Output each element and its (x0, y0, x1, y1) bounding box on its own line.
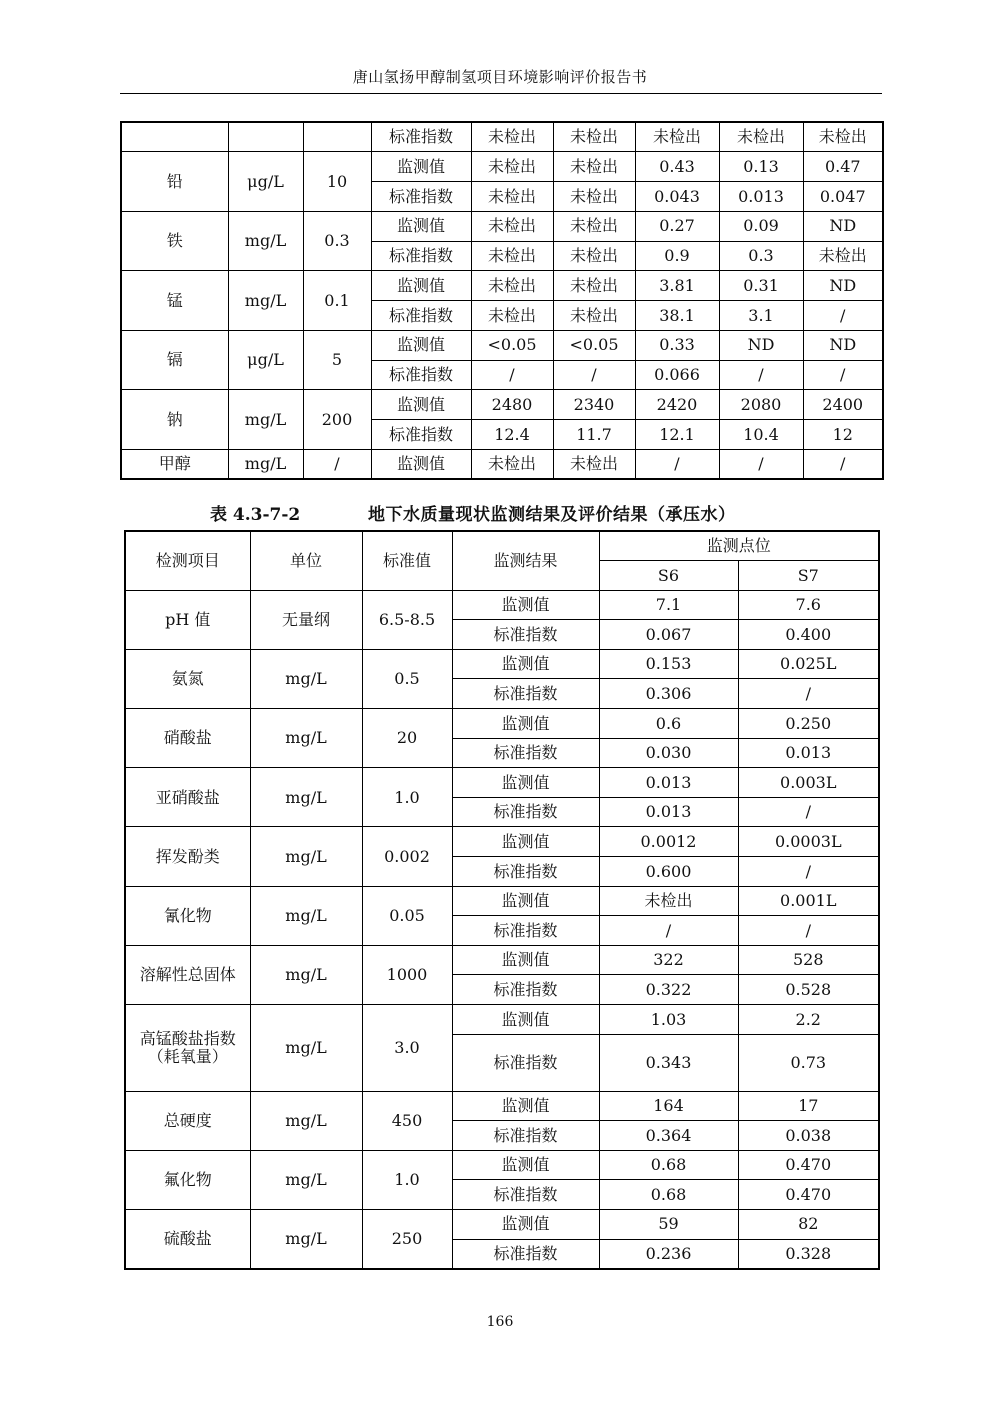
item-unit: mg/L (250, 1150, 362, 1209)
header-s7: S7 (738, 561, 879, 591)
table-cell: 标准指数 (452, 797, 599, 827)
item-name-text: pH 值 (165, 609, 211, 629)
table-cell: / (719, 449, 803, 479)
item-name (125, 768, 250, 827)
table-cell: 未检出 (553, 301, 635, 331)
table-number: 表 4.3-7-2 (210, 505, 301, 525)
table-cell: 0.322 (599, 975, 738, 1005)
table-cell: 未检出 (635, 122, 719, 152)
table-cell: 0.400 (738, 620, 879, 650)
table-cell: 12.1 (635, 420, 719, 450)
table-cell: / (635, 449, 719, 479)
table-cell: 未检出 (599, 886, 738, 916)
item-unit: mg/L (250, 1005, 362, 1092)
table-cell: 7.1 (599, 590, 738, 620)
item-name-subtext: （耗氧量） (147, 1046, 228, 1066)
table-row (125, 709, 879, 739)
table-cell: 监测值 (371, 211, 471, 241)
table2-header (125, 531, 879, 590)
item-name (125, 945, 250, 1004)
table-cell: / (803, 449, 883, 479)
table-cell: / (738, 797, 879, 827)
table-cell: 11.7 (553, 420, 635, 450)
table-cell: 0.470 (738, 1150, 879, 1180)
item-unit: mg/L (250, 768, 362, 827)
table-cell: 未检出 (719, 122, 803, 152)
table-cell: 0.030 (599, 738, 738, 768)
table-cell: / (599, 916, 738, 946)
item-name: 锰 (121, 271, 228, 331)
table-row (121, 122, 883, 152)
table-cell: 未检出 (471, 152, 553, 182)
table-caption (120, 498, 882, 524)
header-unit: 单位 (250, 531, 362, 590)
item-unit: mg/L (250, 1209, 362, 1268)
table-cell: 标准指数 (452, 679, 599, 709)
header-s6: S6 (599, 561, 738, 591)
item-standard: 1000 (362, 945, 452, 1004)
item-name-text: 硫酸盐 (163, 1229, 212, 1249)
table-cell: 标准指数 (371, 420, 471, 450)
item-unit: mg/L (228, 390, 303, 450)
table-cell: 0.13 (719, 152, 803, 182)
table-cell: 监测值 (452, 827, 599, 857)
table-row (121, 152, 883, 182)
item-standard: 0.3 (303, 211, 371, 271)
table-cell: 标准指数 (452, 620, 599, 650)
table-cell: <0.05 (471, 330, 553, 360)
table-cell: 59 (599, 1209, 738, 1239)
table-cell: 未检出 (553, 122, 635, 152)
item-standard: 3.0 (362, 1005, 452, 1092)
table-cell: 0.33 (635, 330, 719, 360)
table-cell: / (803, 301, 883, 331)
confined-groundwater-table (124, 530, 880, 1270)
table-cell: ND (803, 211, 883, 241)
item-standard: 0.1 (303, 271, 371, 331)
running-header: 唐山氢扬甲醇制氢项目环境影响评价报告书 (352, 68, 648, 86)
table-cell: 12 (803, 420, 883, 450)
item-name (125, 1005, 250, 1092)
table-cell: ND (719, 330, 803, 360)
table-row (125, 1150, 879, 1180)
empty-cell (228, 122, 303, 152)
table-cell: 0.364 (599, 1121, 738, 1151)
table-cell: 未检出 (803, 241, 883, 271)
table-cell: 标准指数 (371, 122, 471, 152)
table-cell: 528 (738, 945, 879, 975)
table-row (125, 649, 879, 679)
table-cell: 3.1 (719, 301, 803, 331)
table-cell: 未检出 (553, 211, 635, 241)
item-standard: 450 (362, 1091, 452, 1150)
table-cell: 2480 (471, 390, 553, 420)
table-cell: 监测值 (371, 390, 471, 420)
table-cell: 未检出 (471, 122, 553, 152)
item-standard: 0.05 (362, 886, 452, 945)
table-cell: 未检出 (803, 122, 883, 152)
item-name-text: 总硬度 (163, 1110, 212, 1130)
table-cell: 监测值 (452, 590, 599, 620)
table-cell: 0.73 (738, 1034, 879, 1091)
table-cell: 0.003L (738, 768, 879, 798)
item-name (125, 886, 250, 945)
table-cell: 监测值 (452, 1005, 599, 1035)
table-cell: 38.1 (635, 301, 719, 331)
table-cell: / (803, 360, 883, 390)
item-name (125, 590, 250, 649)
table-cell: 监测值 (452, 649, 599, 679)
table-cell: 0.047 (803, 182, 883, 212)
table-cell: / (471, 360, 553, 390)
table-cell: 0.68 (599, 1150, 738, 1180)
item-standard: 1.0 (362, 1150, 452, 1209)
table-cell: 标准指数 (371, 301, 471, 331)
table-row (125, 1005, 879, 1035)
table-cell: 未检出 (553, 152, 635, 182)
table-cell: 标准指数 (452, 857, 599, 887)
item-name-text: 氰化物 (163, 905, 212, 925)
table-cell: 0.0012 (599, 827, 738, 857)
table-cell: 监测值 (452, 1091, 599, 1121)
table-cell: 2400 (803, 390, 883, 420)
table-cell: 82 (738, 1209, 879, 1239)
table-cell: 2340 (553, 390, 635, 420)
table-cell: 7.6 (738, 590, 879, 620)
table-cell: ND (803, 271, 883, 301)
table-cell: 标准指数 (452, 738, 599, 768)
table-cell: 监测值 (452, 1150, 599, 1180)
table-cell: 12.4 (471, 420, 553, 450)
table-cell: 0.31 (719, 271, 803, 301)
header-rule (120, 93, 882, 94)
table-cell: 0.236 (599, 1239, 738, 1269)
item-unit: mg/L (250, 1091, 362, 1150)
table-cell: 0.038 (738, 1121, 879, 1151)
groundwater-table-continued (120, 121, 884, 480)
table-cell: 未检出 (471, 211, 553, 241)
item-standard: 200 (303, 390, 371, 450)
table-cell: 0.09 (719, 211, 803, 241)
item-name-text: 氨氮 (171, 669, 204, 689)
table-cell: / (719, 360, 803, 390)
item-unit: mg/L (250, 886, 362, 945)
item-standard: 5 (303, 330, 371, 390)
table-cell: 2420 (635, 390, 719, 420)
table-cell: ND (803, 330, 883, 360)
table-cell: 0.153 (599, 649, 738, 679)
table-cell: 0.6 (599, 709, 738, 739)
header-item: 检测项目 (125, 531, 250, 590)
table-cell: / (738, 679, 879, 709)
table-cell: 0.066 (635, 360, 719, 390)
table-cell: 3.81 (635, 271, 719, 301)
item-standard: 6.5-8.5 (362, 590, 452, 649)
table-cell: 10.4 (719, 420, 803, 450)
item-unit: μg/L (228, 330, 303, 390)
table-cell: 0.27 (635, 211, 719, 241)
item-standard: / (303, 449, 371, 479)
item-standard: 250 (362, 1209, 452, 1268)
table-cell: <0.05 (553, 330, 635, 360)
item-name: 铁 (121, 211, 228, 271)
table-cell: 监测值 (371, 152, 471, 182)
table-cell: 0.343 (599, 1034, 738, 1091)
table-cell: 标准指数 (371, 241, 471, 271)
item-unit: μg/L (228, 152, 303, 212)
table-row (125, 945, 879, 975)
table-cell: 监测值 (452, 768, 599, 798)
item-standard: 1.0 (362, 768, 452, 827)
table-row (125, 886, 879, 916)
table-cell: 0.600 (599, 857, 738, 887)
item-name: 钠 (121, 390, 228, 450)
table-cell: 322 (599, 945, 738, 975)
table-row (121, 390, 883, 420)
table-cell: 164 (599, 1091, 738, 1121)
item-name: 铅 (121, 152, 228, 212)
table-cell: 未检出 (471, 271, 553, 301)
table-cell: 0.528 (738, 975, 879, 1005)
table-cell: 标准指数 (452, 916, 599, 946)
table-cell: 未检出 (553, 271, 635, 301)
table-cell: / (738, 916, 879, 946)
table-row (121, 211, 883, 241)
table-cell: 0.013 (719, 182, 803, 212)
table-row (121, 271, 883, 301)
table-cell: 0.013 (599, 768, 738, 798)
table-cell: / (738, 857, 879, 887)
table-cell: 监测值 (371, 449, 471, 479)
table-cell: 未检出 (471, 182, 553, 212)
table-cell: 监测值 (452, 945, 599, 975)
item-unit: mg/L (250, 649, 362, 708)
table-cell: 监测值 (371, 330, 471, 360)
table-cell: 监测值 (452, 709, 599, 739)
table-cell: 0.9 (635, 241, 719, 271)
table-cell: 1.03 (599, 1005, 738, 1035)
item-name: 镉 (121, 330, 228, 390)
item-unit: 无量纲 (250, 590, 362, 649)
header-points: 监测点位 (599, 531, 879, 561)
item-name-text: 硝酸盐 (163, 728, 212, 748)
item-name (125, 709, 250, 768)
table1-body (121, 122, 883, 479)
table-row (125, 1091, 879, 1121)
table-cell: 监测值 (452, 886, 599, 916)
item-unit: mg/L (228, 449, 303, 479)
table-cell: / (553, 360, 635, 390)
table-cell: 0.68 (599, 1180, 738, 1210)
item-name: 甲醇 (121, 449, 228, 479)
table-cell: 0.43 (635, 152, 719, 182)
table-cell: 标准指数 (452, 975, 599, 1005)
table-cell: 0.013 (738, 738, 879, 768)
table-row (121, 449, 883, 479)
table-cell: 0.306 (599, 679, 738, 709)
table-cell: 2.2 (738, 1005, 879, 1035)
item-name (125, 1150, 250, 1209)
table-cell: 未检出 (471, 449, 553, 479)
item-unit: mg/L (228, 211, 303, 271)
item-name (125, 649, 250, 708)
empty-cell (121, 122, 228, 152)
table-row (121, 330, 883, 360)
table-row (125, 827, 879, 857)
table-cell: 0.043 (635, 182, 719, 212)
table-cell: 未检出 (553, 241, 635, 271)
table-cell: 0.47 (803, 152, 883, 182)
table-cell: 17 (738, 1091, 879, 1121)
table-cell: 标准指数 (452, 1034, 599, 1091)
table-cell: 未检出 (553, 449, 635, 479)
item-name-text: 氟化物 (163, 1170, 212, 1190)
table-cell: 0.0003L (738, 827, 879, 857)
item-standard: 0.5 (362, 649, 452, 708)
table-cell: 监测值 (452, 1209, 599, 1239)
table-cell: 未检出 (553, 182, 635, 212)
table-cell: 0.067 (599, 620, 738, 650)
item-unit: mg/L (228, 271, 303, 331)
header-result: 监测结果 (452, 531, 599, 590)
table-row (125, 768, 879, 798)
item-name-text: 挥发酚类 (155, 846, 220, 866)
table-cell: 0.470 (738, 1180, 879, 1210)
table-cell: 0.025L (738, 649, 879, 679)
item-standard: 20 (362, 709, 452, 768)
item-name-text: 溶解性总固体 (139, 965, 236, 985)
item-name (125, 1091, 250, 1150)
table-cell: 0.001L (738, 886, 879, 916)
table-cell: 标准指数 (371, 360, 471, 390)
item-standard: 10 (303, 152, 371, 212)
table-cell: 0.3 (719, 241, 803, 271)
table-cell: 标准指数 (371, 182, 471, 212)
table-cell: 未检出 (471, 301, 553, 331)
header-standard: 标准值 (362, 531, 452, 590)
table-cell: 2080 (719, 390, 803, 420)
table-cell: 0.328 (738, 1239, 879, 1269)
item-standard: 0.002 (362, 827, 452, 886)
table-cell: 监测值 (371, 271, 471, 301)
item-name-text: 高锰酸盐指数 (139, 1029, 236, 1049)
empty-cell (303, 122, 371, 152)
item-unit: mg/L (250, 709, 362, 768)
item-name (125, 827, 250, 886)
table-cell: 0.013 (599, 797, 738, 827)
table-cell: 标准指数 (452, 1180, 599, 1210)
item-name-text: 亚硝酸盐 (155, 787, 220, 807)
item-unit: mg/L (250, 945, 362, 1004)
table-title: 地下水质量现状监测结果及评价结果（承压水） (368, 505, 736, 525)
table-cell: 标准指数 (452, 1239, 599, 1269)
item-name (125, 1209, 250, 1268)
table-row (125, 1209, 879, 1239)
table-cell: 未检出 (471, 241, 553, 271)
table2-body (125, 590, 879, 1268)
item-unit: mg/L (250, 827, 362, 886)
table-row (125, 590, 879, 620)
page-number: 166 (486, 1314, 514, 1330)
table-cell: 0.250 (738, 709, 879, 739)
table-cell: 标准指数 (452, 1121, 599, 1151)
